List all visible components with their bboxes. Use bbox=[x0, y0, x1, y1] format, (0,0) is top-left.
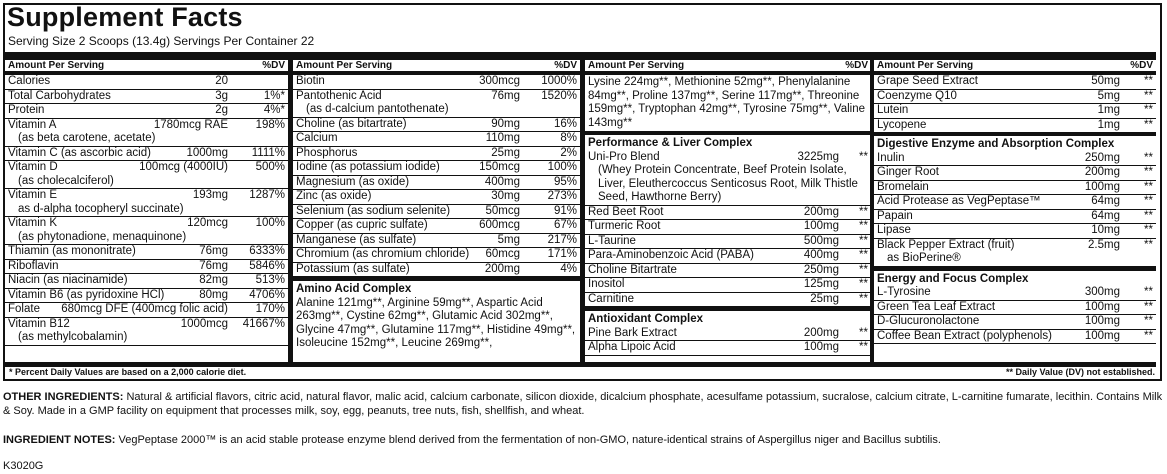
nutrient-amount: 50mg bbox=[1091, 75, 1120, 87]
nutrient-dv: ** bbox=[859, 249, 868, 261]
nutrient-amount: 110mg bbox=[485, 132, 520, 144]
blend-amount: 3225mg bbox=[797, 150, 839, 163]
nutrient-row bbox=[5, 245, 288, 260]
nutrient-name: Lycopene bbox=[877, 118, 927, 131]
amino-text: Alanine 121mg**, Arginine 59mg**, Aspartic Acid 263mg**, Cystine 62mg**, Glutamic Acid 302mg**, Glycine 47mg**, Glutamine 117mg**, Histidine 49mg**, Isoleucine 152mg**, Leucine 269mg**, bbox=[296, 296, 576, 349]
blend-description bbox=[585, 164, 871, 206]
nutrient-dv: ** bbox=[859, 341, 868, 353]
nutrient-dv: 4% bbox=[560, 262, 577, 275]
nutrient-dv: ** bbox=[859, 220, 868, 232]
nutrient-name: Ginger Root bbox=[877, 166, 940, 178]
column-header bbox=[5, 60, 288, 75]
nutrient-name: Vitamin D bbox=[8, 161, 58, 173]
nutrient-dv: 1520% bbox=[541, 89, 577, 102]
nutrient-dv: 273% bbox=[547, 190, 577, 202]
nutrient-row bbox=[874, 166, 1156, 181]
nutrient-name: Pine Bark Extract bbox=[588, 326, 677, 339]
nutrient-name: Niacin (as niacinamide) bbox=[8, 274, 128, 286]
nutrient-amount: 120mcg bbox=[187, 217, 228, 229]
nutrient-amount: 80mg bbox=[199, 288, 228, 301]
nutrient-amount: 64mg bbox=[1091, 195, 1120, 207]
nutrient-subtext: (as methylcobalamin) bbox=[18, 331, 128, 343]
nutrient-row bbox=[293, 263, 580, 278]
nutrient-amount: 680mcg DFE (400mcg folic acid) bbox=[61, 303, 228, 315]
nutrient-row bbox=[874, 301, 1156, 316]
nutrient-subtext: as BioPerine® bbox=[887, 252, 961, 264]
nutrient-dv: ** bbox=[1144, 104, 1153, 116]
nutrient-name: Vitamin C (as ascorbic acid) bbox=[8, 146, 151, 159]
nutrient-row bbox=[585, 327, 871, 342]
nutrient-dv: 500% bbox=[255, 161, 285, 173]
nutrient-dv: 8% bbox=[560, 132, 577, 144]
nutrient-amount: 1780mcg RAE bbox=[153, 118, 228, 131]
other-ingredients-text: Natural & artificial flavors, citric acid, natural flavor, malic acid, calcium carbonate, silicon dioxide, dicalcium phosphate, acesulfame potassium, sucralose, calcium citrate, L-carnitine fumarate, lecithin. Contains Milk & Soy. Made in a GMP facility on equipment that processes milk, soy, egg, peanuts, tree nuts, fish, shellfish, and wheat. bbox=[3, 391, 1163, 417]
nutrient-subtext: (as phytonadione, menaquinone) bbox=[18, 230, 187, 243]
nutrient-name: Manganese (as sulfate) bbox=[296, 233, 417, 246]
column-4 bbox=[874, 60, 1156, 364]
nutrient-row bbox=[293, 190, 580, 205]
nutrient-dv: 95% bbox=[553, 175, 577, 188]
nutrient-name: Coffee Bean Extract (polyphenols) bbox=[877, 329, 1052, 342]
nutrient-name: Magnesium (as oxide) bbox=[296, 175, 410, 188]
nutrient-row bbox=[585, 206, 871, 221]
nutrient-name: Selenium (as sodium selenite) bbox=[296, 204, 451, 217]
nutrient-row bbox=[293, 118, 580, 133]
nutrient-amount: 60mcg bbox=[485, 248, 520, 260]
other-ingredients-label: OTHER INGREDIENTS: bbox=[3, 391, 124, 403]
nutrient-dv: ** bbox=[1144, 315, 1153, 327]
nutrient-amount: 76mg bbox=[199, 259, 228, 272]
nutrient-dv: ** bbox=[859, 292, 868, 305]
nutrient-amount: 20 bbox=[215, 75, 228, 87]
nutrient-amount: 200mg bbox=[803, 326, 839, 339]
column-1 bbox=[5, 60, 288, 364]
nutrient-name: Vitamin A bbox=[8, 118, 57, 131]
nutrient-amount: 100mg bbox=[803, 220, 839, 232]
nutrient-amount: 125mg bbox=[803, 278, 839, 290]
nutrient-name: Vitamin K bbox=[8, 217, 58, 229]
nutrient-name: Papain bbox=[877, 209, 913, 222]
nutrient-name: Biotin bbox=[296, 75, 325, 87]
nutrient-name: Acid Protease as VegPeptase™ bbox=[877, 195, 1041, 207]
nutrient-row bbox=[5, 161, 288, 189]
blend-dv: ** bbox=[859, 150, 868, 163]
nutrient-dv: ** bbox=[1144, 286, 1153, 298]
nutrient-row bbox=[874, 104, 1156, 119]
nutrient-row bbox=[293, 90, 580, 118]
serving-info: Serving Size 2 Scoops (13.4g) Servings Per Container 22 bbox=[8, 34, 315, 48]
blend-desc-text: (Whey Protein Concentrate, Beef Protein Isolate, Liver, Eleuthercoccus Senticosus Root, Milk Thistle Seed, Hawthorne Berry) bbox=[598, 164, 858, 203]
nutrient-name: L-Tyrosine bbox=[877, 286, 931, 298]
nutrient-name: Bromelain bbox=[877, 180, 929, 193]
nutrient-row bbox=[5, 147, 288, 162]
amino-title: Amino Acid Complex bbox=[296, 283, 412, 295]
ingredient-notes-text: VegPeptase 2000™ is an acid stable protease enzyme blend derived from the fermentation of non-GMO, nature-identical strains of Aspergillus niger and Bacillus subtilis. bbox=[115, 434, 941, 446]
nutrient-amount: 150mcg bbox=[479, 161, 520, 173]
nutrient-row bbox=[5, 90, 288, 105]
nutrient-amount: 25mg bbox=[810, 292, 839, 305]
nutrient-dv: ** bbox=[1144, 329, 1153, 342]
nutrient-dv: ** bbox=[1144, 151, 1153, 164]
nutrient-dv: ** bbox=[1144, 89, 1153, 102]
nutrient-name: Inositol bbox=[588, 278, 625, 290]
nutrient-row bbox=[874, 75, 1156, 90]
nutrient-row bbox=[874, 90, 1156, 105]
nutrient-name: Protein bbox=[8, 104, 45, 116]
nutrient-row bbox=[5, 75, 288, 90]
footnote-percent-dv: * Percent Daily Values are based on a 2,000 calorie diet. bbox=[9, 367, 247, 377]
nutrient-subtext: (as d-calcium pantothenate) bbox=[306, 103, 449, 115]
nutrient-dv: 6333% bbox=[249, 245, 285, 257]
nutrient-amount: 1000mcg bbox=[180, 317, 228, 330]
nutrient-amount: 5mg bbox=[497, 233, 520, 246]
top-thick-bar bbox=[5, 52, 1156, 60]
digest-title: Digestive Enzyme and Absorption Complex bbox=[877, 138, 1115, 150]
nutrient-name: Vitamin E bbox=[8, 189, 58, 201]
nutrient-amount: 300mg bbox=[1084, 286, 1120, 298]
nutrient-name: Alpha Lipoic Acid bbox=[588, 341, 676, 353]
nutrient-name: Choline Bitartrate bbox=[588, 263, 677, 276]
nutrient-dv: ** bbox=[859, 234, 868, 247]
nutrient-amount: 100mg bbox=[1084, 315, 1120, 327]
nutrient-name: Calories bbox=[8, 75, 51, 87]
nutrient-dv: 100% bbox=[255, 217, 285, 229]
nutrient-row bbox=[293, 176, 580, 191]
nutrient-row bbox=[874, 152, 1156, 167]
nutrient-dv: ** bbox=[859, 326, 868, 339]
nutrient-row bbox=[874, 315, 1156, 330]
nutrient-dv: 100% bbox=[547, 161, 577, 173]
amount-header: Amount Per Serving bbox=[8, 60, 105, 71]
nutrient-dv: 1287% bbox=[249, 189, 285, 201]
dv-header: %DV bbox=[1130, 60, 1153, 71]
column-3 bbox=[585, 60, 871, 364]
nutrient-amount: 1mg bbox=[1097, 104, 1120, 116]
nutrient-row bbox=[874, 210, 1156, 225]
nutrient-name: L-Taurine bbox=[588, 234, 636, 247]
dv-header: %DV bbox=[262, 60, 285, 71]
nutrient-name: Para-Aminobenzoic Acid (PABA) bbox=[588, 249, 754, 261]
nutrient-dv: 91% bbox=[553, 204, 577, 217]
nutrient-name: Pantothenic Acid bbox=[296, 89, 382, 102]
nutrient-row bbox=[5, 274, 288, 289]
nutrient-amount: 300mcg bbox=[479, 75, 520, 87]
nutrient-row bbox=[293, 205, 580, 220]
nutrient-name: Thiamin (as mononitrate) bbox=[8, 245, 136, 257]
dv-header: %DV bbox=[554, 60, 577, 71]
nutrient-name: Turmeric Root bbox=[588, 220, 661, 232]
nutrient-name: Coenzyme Q10 bbox=[877, 89, 957, 102]
nutrient-amount: 100mg bbox=[1084, 180, 1120, 193]
nutrient-name: Zinc (as oxide) bbox=[296, 190, 372, 202]
nutrient-row bbox=[293, 147, 580, 162]
nutrient-name: Iodine (as potassium iodide) bbox=[296, 161, 440, 173]
nutrient-amount: 193mg bbox=[192, 189, 228, 201]
nutrient-amount: 10mg bbox=[1091, 224, 1120, 236]
nutrient-dv: 16% bbox=[553, 117, 577, 130]
nutrient-row bbox=[585, 341, 871, 356]
nutrient-row bbox=[5, 104, 288, 119]
nutrient-name: Black Pepper Extract (fruit) bbox=[877, 238, 1015, 251]
nutrient-amount: 100mg bbox=[803, 341, 839, 353]
nutrient-amount: 100mg bbox=[1084, 329, 1120, 342]
amount-header: Amount Per Serving bbox=[877, 60, 974, 71]
nutrient-row bbox=[5, 318, 288, 346]
column-header bbox=[585, 60, 871, 75]
nutrient-dv: ** bbox=[859, 263, 868, 276]
nutrient-name: D-Glucuronolactone bbox=[877, 315, 980, 327]
nutrient-dv: ** bbox=[1144, 195, 1153, 207]
nutrient-row bbox=[293, 132, 580, 147]
nutrient-name: Lipase bbox=[877, 224, 911, 236]
nutrient-amount: 30mg bbox=[491, 190, 520, 202]
perf-title: Performance & Liver Complex bbox=[588, 137, 753, 149]
nutrient-dv: 41667% bbox=[242, 317, 285, 330]
nutrient-name: Green Tea Leaf Extract bbox=[877, 300, 996, 313]
nutrient-amount: 2.5mg bbox=[1088, 238, 1120, 251]
nutrient-dv: 1%* bbox=[263, 89, 285, 102]
nutrient-row bbox=[874, 286, 1156, 301]
nutrient-amount: 100mcg (4000IU) bbox=[139, 161, 228, 173]
blend-row bbox=[585, 151, 871, 165]
nutrient-amount: 25mg bbox=[491, 146, 520, 159]
nutrient-amount: 200mg bbox=[803, 205, 839, 218]
nutrient-dv: 1000% bbox=[541, 75, 577, 87]
nutrient-row bbox=[585, 249, 871, 264]
column-header bbox=[293, 60, 580, 75]
ingredient-notes bbox=[3, 433, 1163, 447]
other-ingredients bbox=[3, 390, 1163, 418]
nutrient-row bbox=[585, 278, 871, 293]
nutrient-row bbox=[293, 161, 580, 176]
nutrient-amount: 2g bbox=[215, 104, 228, 116]
nutrient-name: Choline (as bitartrate) bbox=[296, 117, 407, 130]
nutrient-amount: 50mcg bbox=[485, 204, 520, 217]
nutrient-amount: 400mg bbox=[484, 175, 520, 188]
nutrient-dv: 2% bbox=[560, 146, 577, 159]
blend-name: Uni-Pro Blend bbox=[588, 150, 660, 163]
nutrient-dv: 198% bbox=[255, 118, 285, 131]
column-2 bbox=[293, 60, 580, 364]
nutrient-amount: 200mg bbox=[484, 262, 520, 275]
nutrient-amount: 400mg bbox=[803, 249, 839, 261]
nutrient-name: Red Beet Root bbox=[588, 205, 664, 218]
nutrient-row bbox=[874, 330, 1156, 345]
nutrient-subtext: as d-alpha tocopheryl succinate) bbox=[18, 202, 184, 215]
nutrient-name: Total Carbohydrates bbox=[8, 89, 111, 102]
ingredient-notes-label: INGREDIENT NOTES: bbox=[3, 434, 116, 446]
nutrient-row bbox=[5, 260, 288, 275]
nutrient-name: Carnitine bbox=[588, 292, 635, 305]
nutrient-row bbox=[585, 264, 871, 279]
amount-header: Amount Per Serving bbox=[296, 60, 393, 71]
amount-header: Amount Per Serving bbox=[588, 60, 685, 71]
energy-title: Energy and Focus Complex bbox=[877, 272, 1029, 285]
nutrient-dv: ** bbox=[1144, 238, 1153, 251]
nutrient-row bbox=[874, 119, 1156, 134]
product-code: K3020G bbox=[3, 460, 44, 472]
nutrient-name: Folate bbox=[8, 303, 40, 315]
dv-header: %DV bbox=[845, 60, 868, 71]
nutrient-dv: 170% bbox=[255, 303, 285, 315]
nutrient-amount: 1mg bbox=[1097, 118, 1120, 131]
nutrient-name: Riboflavin bbox=[8, 259, 59, 272]
nutrient-amount: 64mg bbox=[1091, 209, 1120, 222]
amino-continued: Lysine 224mg**, Methionine 52mg**, Phenylalanine 84mg**, Proline 137mg**, Serine 117mg**, Threonine 159mg**, Tryptophan 42mg**, Tyrosine 75mg**, Valine 143mg** bbox=[588, 76, 866, 129]
nutrient-name: Calcium bbox=[296, 132, 338, 144]
nutrient-name: Phosphorus bbox=[296, 146, 358, 159]
nutrient-dv: 5846% bbox=[249, 259, 285, 272]
footnote-dv-not-established: ** Daily Value (DV) not established. bbox=[1005, 367, 1155, 377]
nutrient-dv: ** bbox=[1144, 118, 1153, 131]
nutrient-row bbox=[585, 220, 871, 235]
nutrient-row bbox=[293, 248, 580, 263]
nutrient-dv: 171% bbox=[547, 248, 577, 260]
nutrient-dv: ** bbox=[1144, 224, 1153, 236]
nutrient-name: Vitamin B12 bbox=[8, 317, 70, 330]
nutrient-amount: 250mg bbox=[1084, 151, 1120, 164]
nutrient-amount: 90mg bbox=[491, 117, 520, 130]
nutrient-row bbox=[874, 224, 1156, 239]
nutrient-amount: 200mg bbox=[1084, 166, 1120, 178]
nutrient-row bbox=[585, 293, 871, 308]
panel-title: Supplement Facts bbox=[7, 2, 243, 32]
nutrient-amount: 250mg bbox=[803, 263, 839, 276]
nutrient-amount: 1000mg bbox=[186, 146, 228, 159]
nutrient-amount: 3g bbox=[215, 89, 228, 102]
nutrient-dv: 217% bbox=[547, 233, 577, 246]
nutrient-row bbox=[874, 195, 1156, 210]
nutrient-dv: 4706% bbox=[249, 288, 285, 301]
nutrient-name: Potassium (as sulfate) bbox=[296, 262, 410, 275]
nutrient-row bbox=[5, 189, 288, 217]
nutrient-name: Chromium (as chromium chloride) bbox=[296, 248, 470, 260]
nutrient-name: Grape Seed Extract bbox=[877, 75, 978, 87]
antiox-title: Antioxidant Complex bbox=[588, 313, 704, 325]
nutrient-amount: 600mcg bbox=[479, 219, 520, 231]
nutrient-amount: 76mg bbox=[491, 89, 520, 102]
nutrient-dv: ** bbox=[1144, 209, 1153, 222]
nutrient-row bbox=[293, 234, 580, 249]
column-header bbox=[874, 60, 1156, 75]
nutrient-name: Vitamin B6 (as pyridoxine HCl) bbox=[8, 288, 165, 301]
nutrient-amount: 76mg bbox=[199, 245, 228, 257]
nutrient-dv: ** bbox=[859, 205, 868, 218]
nutrient-amount: 100mg bbox=[1084, 300, 1120, 313]
nutrient-dv: ** bbox=[1144, 75, 1153, 87]
nutrient-row bbox=[585, 235, 871, 250]
nutrient-subtext: (as beta carotene, acetate) bbox=[18, 132, 156, 144]
nutrient-row bbox=[5, 303, 288, 318]
nutrient-row bbox=[293, 75, 580, 90]
nutrient-amount: 5mg bbox=[1097, 89, 1120, 102]
nutrient-amount: 500mg bbox=[803, 234, 839, 247]
nutrient-dv: 4%* bbox=[263, 104, 285, 116]
nutrient-dv: ** bbox=[1144, 180, 1153, 193]
nutrient-name: Copper (as cupric sulfate) bbox=[296, 219, 428, 231]
nutrient-name: Inulin bbox=[877, 151, 905, 164]
nutrient-row bbox=[5, 119, 288, 147]
nutrient-dv: ** bbox=[1144, 300, 1153, 313]
nutrient-dv: 513% bbox=[255, 274, 285, 286]
nutrient-row bbox=[293, 219, 580, 234]
nutrient-amount: 82mg bbox=[199, 274, 228, 286]
nutrient-row bbox=[5, 289, 288, 304]
nutrient-name: Lutein bbox=[877, 104, 909, 116]
nutrient-row bbox=[5, 217, 288, 245]
nutrient-dv: 1111% bbox=[251, 146, 285, 159]
nutrient-dv: 67% bbox=[553, 219, 577, 231]
nutrient-row bbox=[874, 239, 1156, 267]
nutrient-row bbox=[874, 181, 1156, 196]
nutrient-dv: ** bbox=[1144, 166, 1153, 178]
nutrient-subtext: (as cholecalciferol) bbox=[18, 174, 114, 187]
nutrient-dv: ** bbox=[859, 278, 868, 290]
